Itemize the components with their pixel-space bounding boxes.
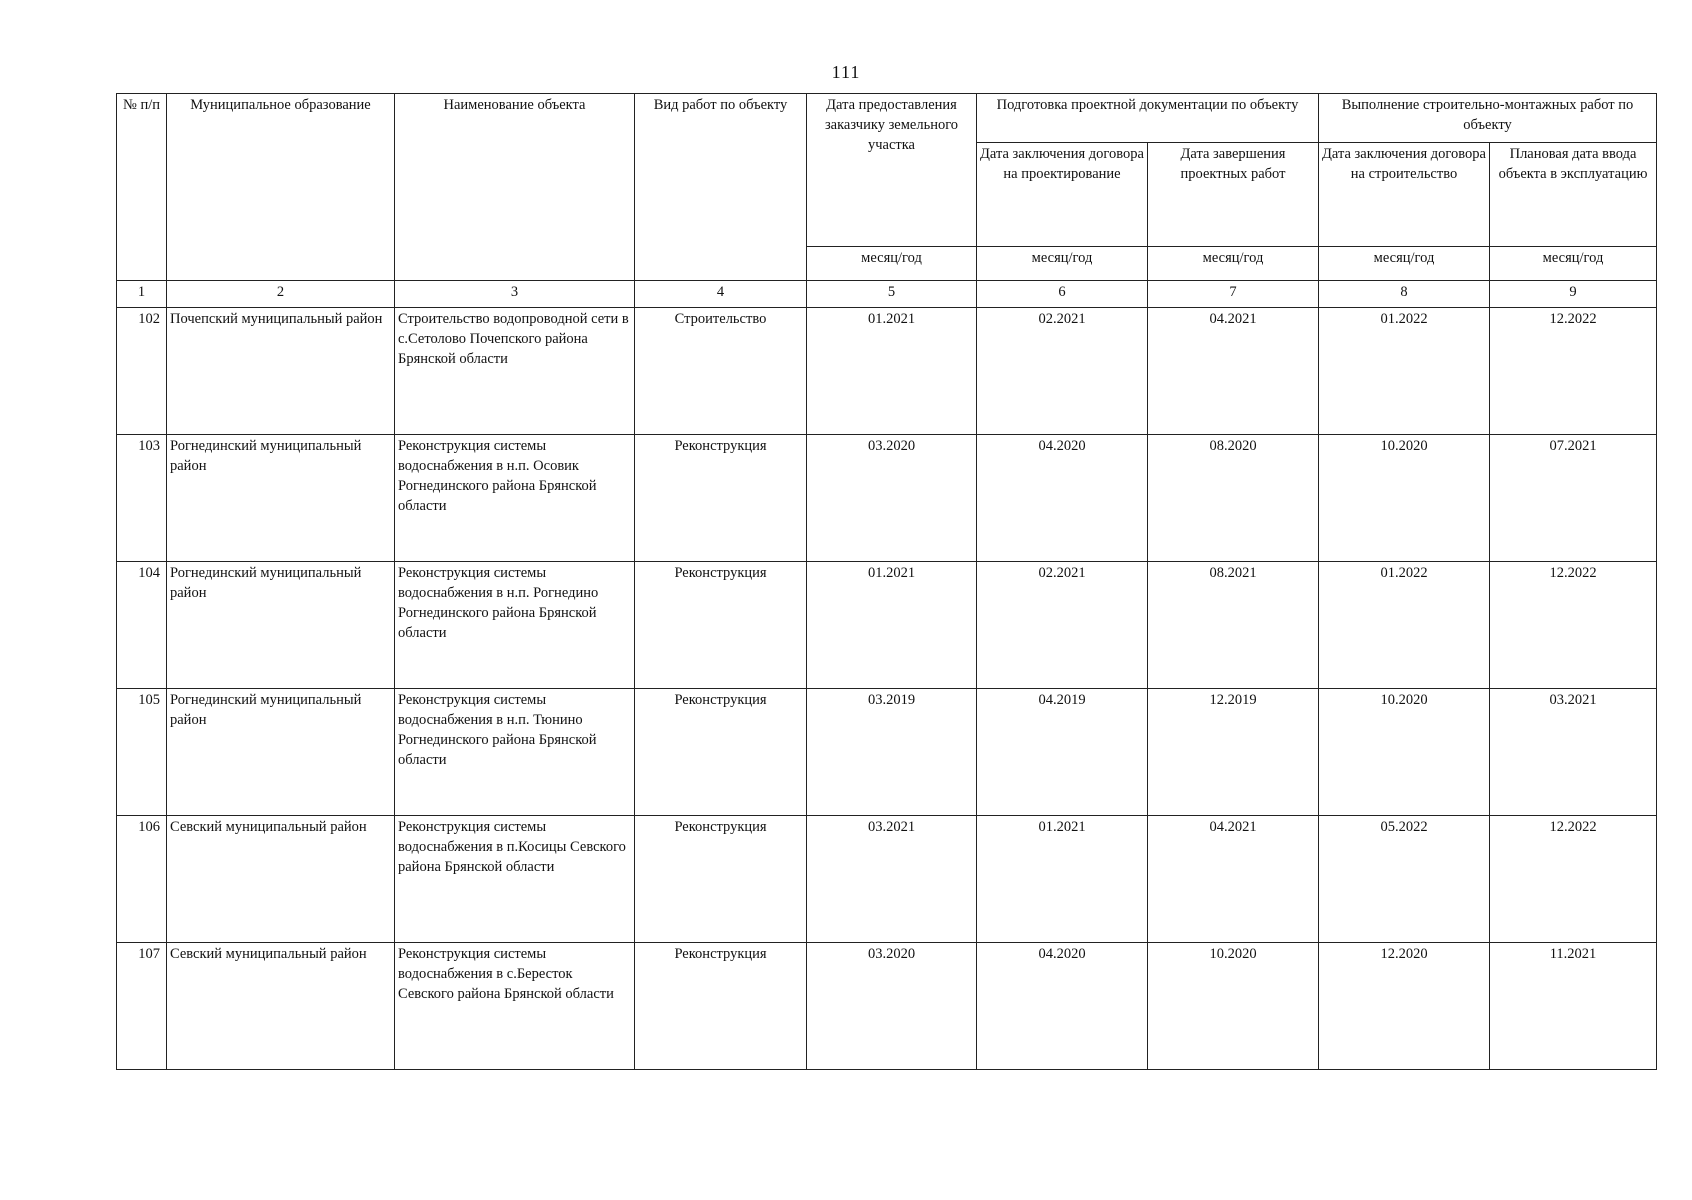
build-contract-cell: 01.2022 — [1319, 308, 1490, 435]
header-build-contract: Дата заключения договора на строительство — [1319, 143, 1490, 247]
land-date-cell: 03.2021 — [807, 816, 977, 943]
column-index: 6 — [977, 281, 1148, 308]
commission-date-cell: 12.2022 — [1490, 816, 1657, 943]
column-index: 7 — [1148, 281, 1319, 308]
row-number: 104 — [117, 562, 167, 689]
work-type-cell: Реконструкция — [635, 435, 807, 562]
table-row — [117, 689, 1657, 816]
build-contract-cell: 10.2020 — [1319, 689, 1490, 816]
commission-date-cell: 12.2022 — [1490, 562, 1657, 689]
unit-label: месяц/год — [977, 247, 1148, 281]
design-contract-cell: 01.2021 — [977, 816, 1148, 943]
municipality-cell: Севский муниципальный район — [167, 943, 395, 1070]
column-index: 3 — [395, 281, 635, 308]
object-cell: Реконструкция системы водоснабжения в н.п. Тюнино Рогнединского района Брянской области — [395, 689, 635, 816]
row-number: 107 — [117, 943, 167, 1070]
object-cell: Реконструкция системы водоснабжения в н.п. Осовик Рогнединского района Брянской области — [395, 435, 635, 562]
header-object: Наименование объекта — [395, 94, 635, 281]
land-date-cell: 01.2021 — [807, 308, 977, 435]
municipality-cell: Севский муниципальный район — [167, 816, 395, 943]
header-group-design: Подготовка проектной документации по объекту — [977, 94, 1319, 143]
object-cell: Реконструкция системы водоснабжения в с.Бересток Севского района Брянской области — [395, 943, 635, 1070]
row-number: 103 — [117, 435, 167, 562]
table-row — [117, 562, 1657, 689]
design-contract-cell: 02.2021 — [977, 562, 1148, 689]
design-end-cell: 04.2021 — [1148, 308, 1319, 435]
header-design-end: Дата завершения проектных работ — [1148, 143, 1319, 247]
work-type-cell: Строительство — [635, 308, 807, 435]
column-index: 9 — [1490, 281, 1657, 308]
municipality-cell: Рогнединский муниципальный район — [167, 562, 395, 689]
unit-label: месяц/год — [1148, 247, 1319, 281]
design-contract-cell: 04.2020 — [977, 943, 1148, 1070]
design-end-cell: 04.2021 — [1148, 816, 1319, 943]
build-contract-cell: 12.2020 — [1319, 943, 1490, 1070]
column-index: 4 — [635, 281, 807, 308]
row-number: 106 — [117, 816, 167, 943]
design-end-cell: 10.2020 — [1148, 943, 1319, 1070]
design-contract-cell: 04.2019 — [977, 689, 1148, 816]
unit-label: месяц/год — [1490, 247, 1657, 281]
commission-date-cell: 12.2022 — [1490, 308, 1657, 435]
design-contract-cell: 02.2021 — [977, 308, 1148, 435]
object-cell: Реконструкция системы водоснабжения в н.п. Рогнедино Рогнединского района Брянской области — [395, 562, 635, 689]
table-row — [117, 816, 1657, 943]
work-type-cell: Реконструкция — [635, 943, 807, 1070]
commission-date-cell: 07.2021 — [1490, 435, 1657, 562]
work-type-cell: Реконструкция — [635, 816, 807, 943]
work-type-cell: Реконструкция — [635, 689, 807, 816]
design-contract-cell: 04.2020 — [977, 435, 1148, 562]
design-end-cell: 08.2020 — [1148, 435, 1319, 562]
header-municipality: Муниципальное образование — [167, 94, 395, 281]
land-date-cell: 03.2020 — [807, 435, 977, 562]
land-date-cell: 01.2021 — [807, 562, 977, 689]
column-index: 5 — [807, 281, 977, 308]
column-index: 2 — [167, 281, 395, 308]
object-cell: Реконструкция системы водоснабжения в п.Косицы Севского района Брянской области — [395, 816, 635, 943]
table-row — [117, 943, 1657, 1070]
header-no: № п/п — [117, 94, 167, 281]
header-group-construction: Выполнение строительно-монтажных работ по объекту — [1319, 94, 1657, 143]
municipality-cell: Почепский муниципальный район — [167, 308, 395, 435]
commission-date-cell: 11.2021 — [1490, 943, 1657, 1070]
header-land-date: Дата предоставления заказчику земельного участка — [807, 94, 977, 247]
page-number: 111 — [831, 62, 861, 82]
table-row — [117, 435, 1657, 562]
commission-date-cell: 03.2021 — [1490, 689, 1657, 816]
build-contract-cell: 05.2022 — [1319, 816, 1490, 943]
land-date-cell: 03.2019 — [807, 689, 977, 816]
build-contract-cell: 10.2020 — [1319, 435, 1490, 562]
design-end-cell: 12.2019 — [1148, 689, 1319, 816]
column-index: 1 — [117, 281, 167, 308]
objects-table — [116, 93, 1657, 1070]
unit-label: месяц/год — [1319, 247, 1490, 281]
column-index-row — [117, 281, 1657, 308]
column-index: 8 — [1319, 281, 1490, 308]
header-design-contract: Дата заключения договора на проектирование — [977, 143, 1148, 247]
header-work-type: Вид работ по объекту — [635, 94, 807, 281]
table-row — [117, 308, 1657, 435]
work-type-cell: Реконструкция — [635, 562, 807, 689]
header-commission-date: Плановая дата ввода объекта в эксплуатацию — [1490, 143, 1657, 247]
unit-label: месяц/год — [807, 247, 977, 281]
row-number: 102 — [117, 308, 167, 435]
design-end-cell: 08.2021 — [1148, 562, 1319, 689]
land-date-cell: 03.2020 — [807, 943, 977, 1070]
object-cell: Строительство водопроводной сети в с.Сетолово Почепского района Брянской области — [395, 308, 635, 435]
municipality-cell: Рогнединский муниципальный район — [167, 435, 395, 562]
municipality-cell: Рогнединский муниципальный район — [167, 689, 395, 816]
build-contract-cell: 01.2022 — [1319, 562, 1490, 689]
row-number: 105 — [117, 689, 167, 816]
